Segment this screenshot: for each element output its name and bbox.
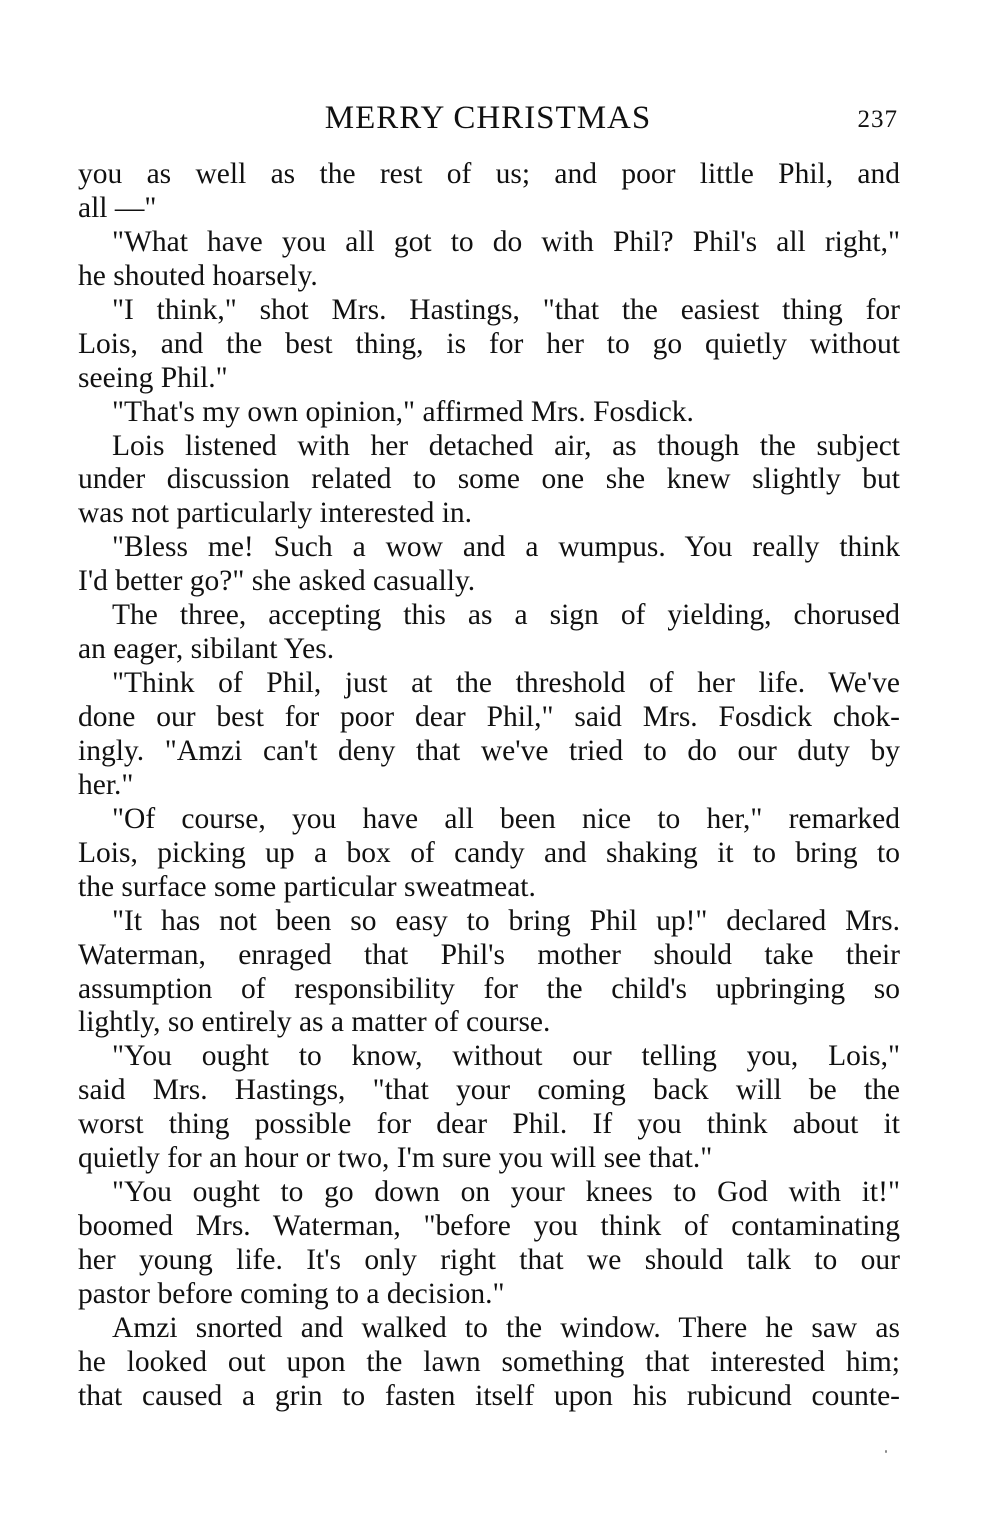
text-line: "That's my own opinion," affirmed Mrs. Fosdick. xyxy=(112,395,694,428)
text-line: "What have you all got to do with Phil? Phil's all right," xyxy=(112,225,900,258)
text-line: seeing Phil." xyxy=(78,361,228,394)
text-line: an eager, sibilant Yes. xyxy=(78,633,335,666)
text-line: "Think of Phil, just at the threshold of her life. We've xyxy=(112,667,900,700)
text-line: "I think," shot Mrs. Hastings, "that the easiest thing for xyxy=(112,293,900,326)
text-line: the surface some particular sweatmeat. xyxy=(78,870,536,903)
text-line: assumption of responsibility for the child's upbringing so xyxy=(78,972,900,1005)
text-line: he shouted hoarsely. xyxy=(78,259,318,292)
text-line: he looked out upon the lawn something that interested him; xyxy=(78,1345,900,1378)
text-line: worst thing possible for dear Phil. If you think about it xyxy=(78,1108,900,1141)
text-line: Amzi snorted and walked to the window. There he saw as xyxy=(112,1311,900,1344)
page-number: 237 xyxy=(857,106,898,133)
text-line: "You ought to know, without our telling you, Lois," xyxy=(112,1040,900,1073)
text-line: that caused a grin to fasten itself upon his rubicund counte- xyxy=(78,1379,900,1412)
text-line: her young life. It's only right that we should talk to our xyxy=(78,1244,900,1276)
text-line: Lois, picking up a box of candy and shaking it to bring to xyxy=(78,836,900,869)
text-line: I'd better go?" she asked casually. xyxy=(78,565,476,598)
text-line: boomed Mrs. Waterman, "before you think of contaminating xyxy=(78,1210,900,1243)
text-line: you as well as the rest of us; and poor little Phil, and xyxy=(78,158,900,190)
running-head xyxy=(78,96,898,140)
text-line: Lois listened with her detached air, as though the subject xyxy=(112,429,900,462)
text-line: "Of course, you have all been nice to her," remarked xyxy=(112,802,900,835)
text-line: all —" xyxy=(78,191,157,224)
text-line: said Mrs. Hastings, "that your coming back will be the xyxy=(78,1074,900,1107)
text-line: her." xyxy=(78,768,134,801)
text-line: The three, accepting this as a sign of yielding, chorused xyxy=(112,599,900,632)
text-line: lightly, so entirely as a matter of course. xyxy=(78,1006,551,1039)
body-text xyxy=(78,158,900,1414)
text-line: pastor before coming to a decision." xyxy=(78,1277,505,1310)
text-line: Waterman, enraged that Phil's mother should take their xyxy=(78,938,900,971)
text-line: "It has not been so easy to bring Phil up!" declared Mrs. xyxy=(112,904,900,937)
chapter-title: MERRY CHRISTMAS xyxy=(324,100,652,136)
text-line: under discussion related to some one she knew slightly but xyxy=(78,463,900,496)
text-line: "You ought to go down on your knees to God with it!" xyxy=(112,1176,900,1209)
text-line: Lois, and the best thing, is for her to go quietly without xyxy=(78,327,900,360)
text-line: quietly for an hour or two, I'm sure you will see that." xyxy=(78,1142,713,1175)
text-line: "Bless me! Such a wow and a wumpus. You really think xyxy=(112,531,900,564)
text-line: was not particularly interested in. xyxy=(78,497,473,530)
text-line: done our best for poor dear Phil," said Mrs. Fosdick chok- xyxy=(78,701,900,733)
paper-speck xyxy=(885,1450,887,1453)
text-line: ingly. "Amzi can't deny that we've tried to do our duty by xyxy=(78,734,900,767)
